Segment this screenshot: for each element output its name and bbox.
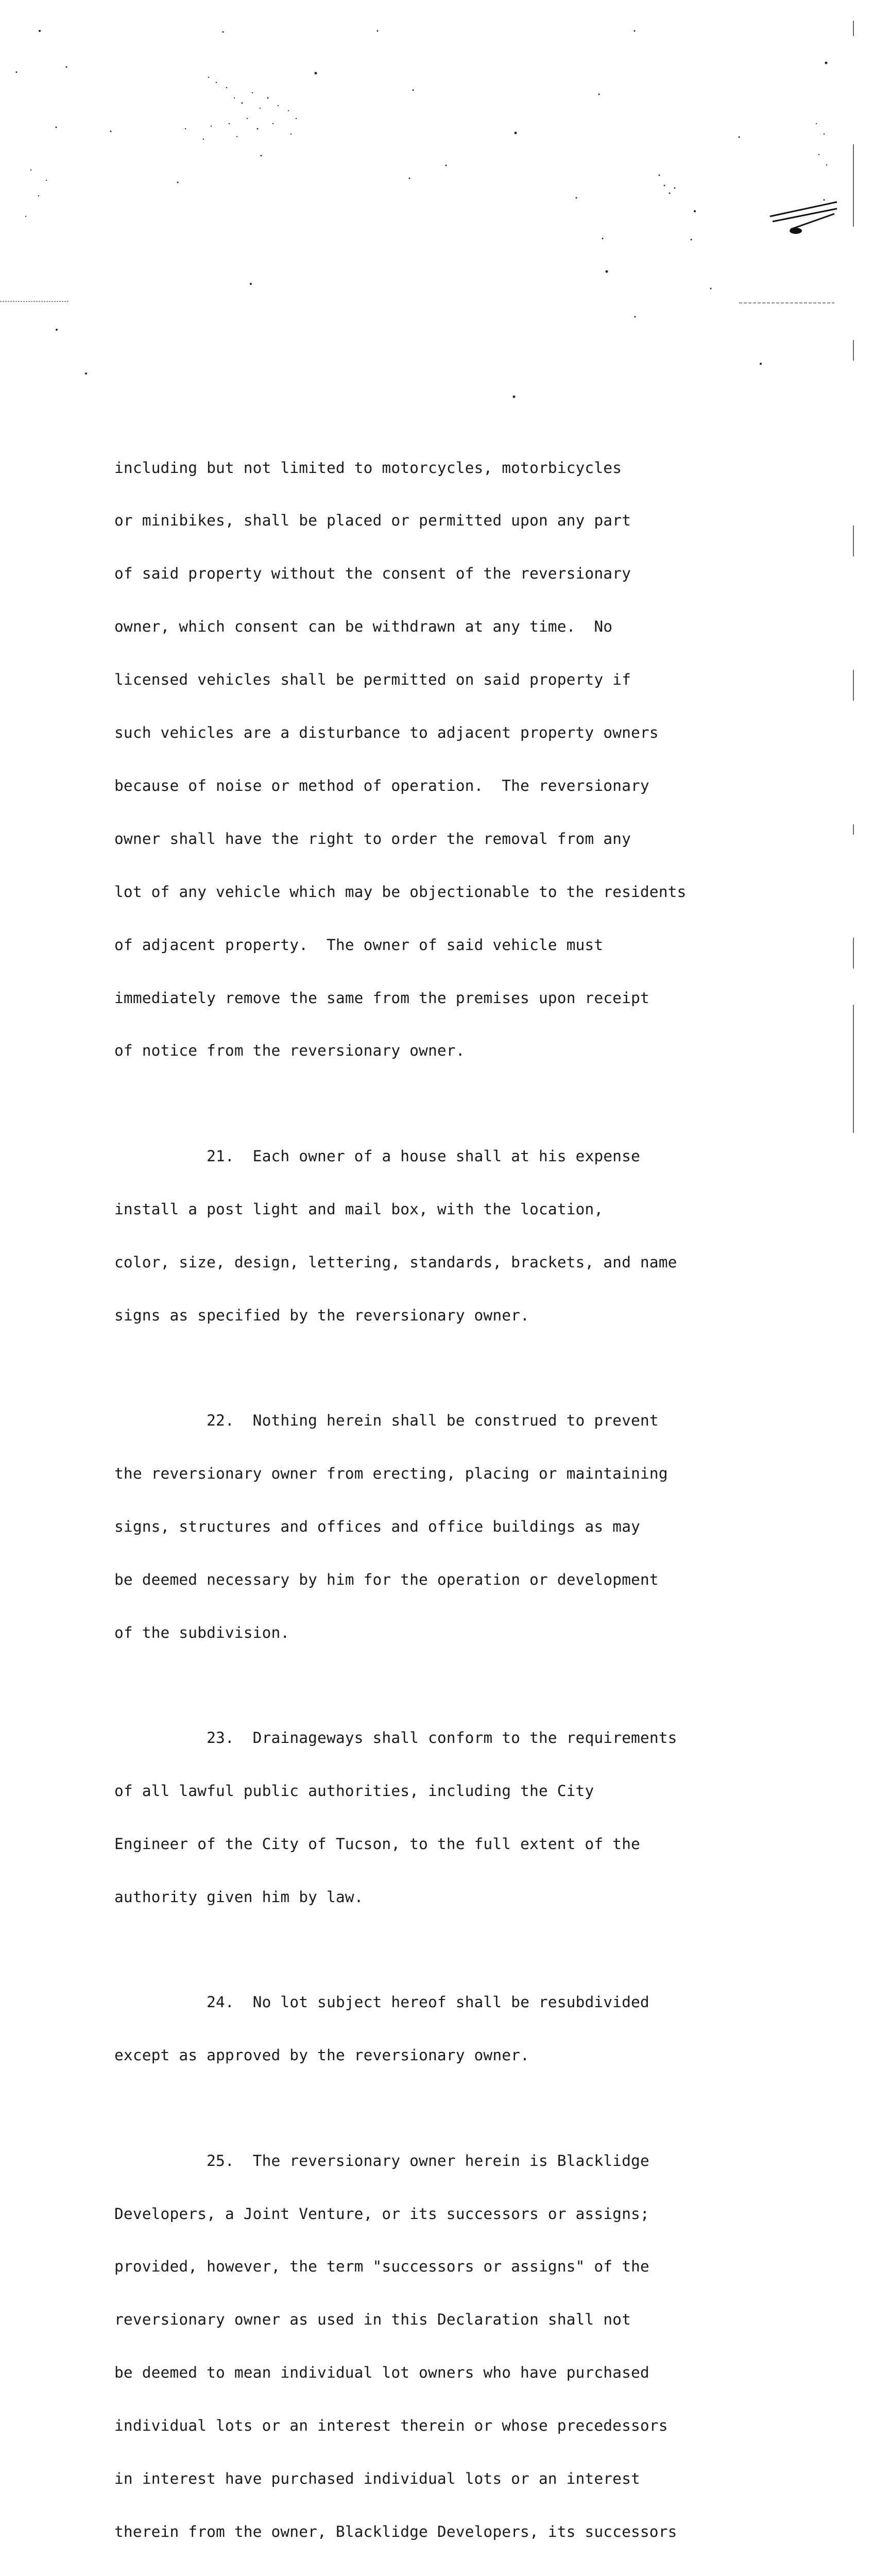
text-line: owner, which consent can be withdrawn at any time. No <box>114 618 613 636</box>
text-line: Drainageways shall conform to the requirements <box>252 1729 677 1747</box>
scan-edge-marks <box>852 0 873 1133</box>
text-line: of said property without the consent of the reversionary <box>114 565 631 583</box>
text-line: Developers, a Joint Venture, or its successors or assigns; <box>114 2205 649 2223</box>
paragraph-number: 23. <box>207 1729 234 1747</box>
text-line: install a post light and mail box, with the location, <box>114 1200 604 1218</box>
paragraph-number: 25. <box>207 2151 234 2170</box>
paragraph-25 <box>114 2116 815 2576</box>
text-line: the reversionary owner from erecting, placing or maintaining <box>114 1464 668 1482</box>
paragraph-number: 24. <box>207 1993 234 2011</box>
text-line: except as approved by the reversionary owner. <box>114 2046 529 2064</box>
text-line: The reversionary owner herein is Blacklidge <box>252 2151 649 2170</box>
text-line: of the subdivision. <box>114 1623 290 1641</box>
declaration-text <box>114 423 815 2576</box>
scan-speckle-noise <box>0 0 873 412</box>
text-line: individual lots or an interest therein or whose precedessors <box>114 2417 668 2435</box>
text-line: authority given him by law. <box>114 1888 364 1906</box>
paragraph-number: 22. <box>207 1412 234 1430</box>
text-line: because of noise or method of operation. The reversionary <box>114 776 649 794</box>
text-line: Each owner of a house shall at his expense <box>252 1147 640 1165</box>
text-line: signs, structures and offices and office buildings as may <box>114 1517 640 1535</box>
paragraph-continuation <box>114 423 815 1095</box>
text-line: of adjacent property. The owner of said vehicle must <box>114 936 604 954</box>
text-line: owner shall have the right to order the removal from any <box>114 829 631 848</box>
text-line: color, size, design, lettering, standards, brackets, and name <box>114 1253 677 1271</box>
text-line: such vehicles are a disturbance to adjacent property owners <box>114 724 659 742</box>
text-line: or minibikes, shall be placed or permitted upon any part <box>114 512 631 530</box>
text-line: be deemed necessary by him for the operation or development <box>114 1570 659 1588</box>
paragraph-21 <box>114 1112 815 1359</box>
text-line: including but not limited to motorcycles, motorbicycles <box>114 459 622 477</box>
paragraph-24 <box>114 1958 815 2099</box>
text-line: of all lawful public authorities, including the City <box>114 1782 594 1800</box>
text-line: be deemed to mean individual lot owners who have purchased <box>114 2364 649 2382</box>
paragraph-number: 21. <box>207 1147 234 1165</box>
text-line: of notice from the reversionary owner. <box>114 1042 465 1060</box>
paragraph-23 <box>114 1693 815 1941</box>
text-line: immediately remove the same from the premises upon receipt <box>114 989 649 1007</box>
text-line: therein from the owner, Blacklidge Developers, its successors <box>114 2522 677 2540</box>
text-line: Nothing herein shall be construed to prevent <box>252 1412 659 1430</box>
text-line: signs as specified by the reversionary owner. <box>114 1306 529 1324</box>
text-line: Engineer of the City of Tucson, to the full extent of the <box>114 1835 640 1853</box>
paragraph-22 <box>114 1376 815 1676</box>
text-line: reversionary owner as used in this Declaration shall not <box>114 2311 631 2329</box>
text-line: licensed vehicles shall be permitted on said property if <box>114 671 631 689</box>
text-line: in interest have purchased individual lots or an interest <box>114 2469 640 2487</box>
text-line: No lot subject hereof shall be resubdivided <box>252 1993 649 2011</box>
text-line: provided, however, the term "successors or assigns" of the <box>114 2258 649 2276</box>
text-line: lot of any vehicle which may be objectionable to the residents <box>114 883 687 901</box>
